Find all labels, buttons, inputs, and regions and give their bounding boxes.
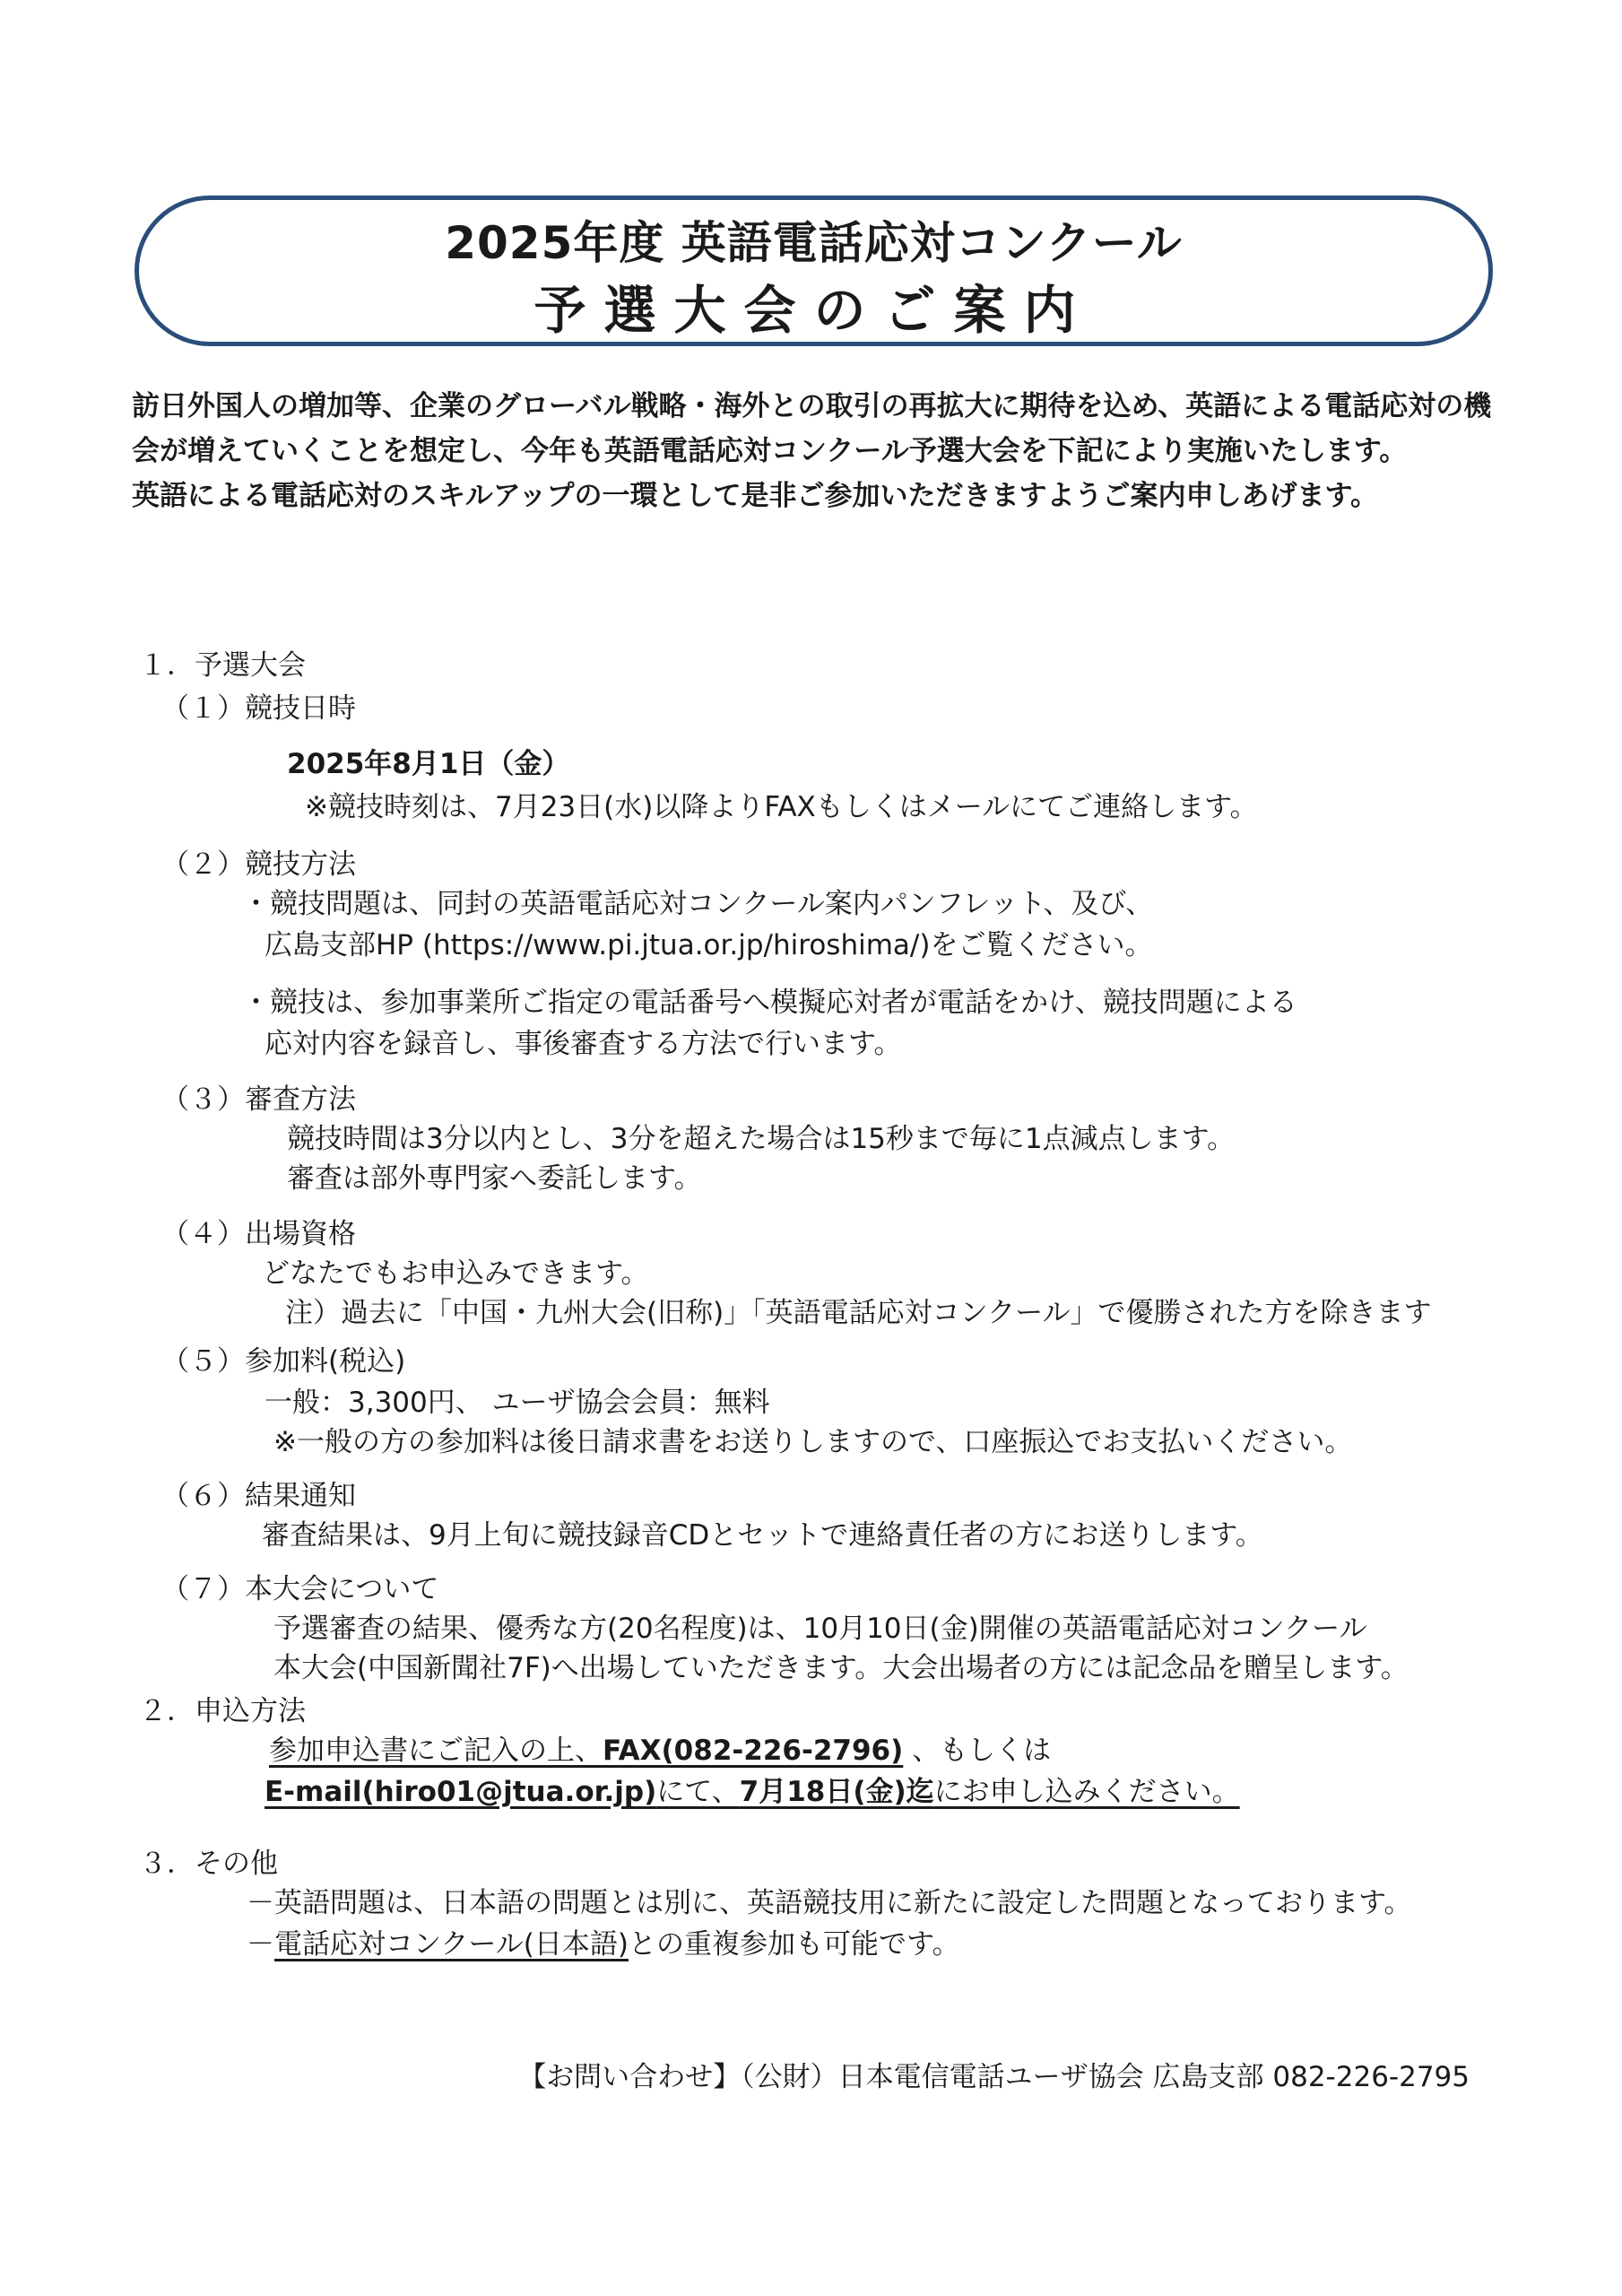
other-line2 [247,1926,959,1962]
s5-heading: （５）参加料(税込) [161,1345,406,1378]
s2-heading: （２）競技方法 [161,848,356,881]
application-line2 [265,1774,1240,1810]
s7-line2: 本大会(中国新聞社7F)へ出場していただきます。大会出場者の方には記念品を贈呈します。 [273,1652,1409,1684]
section1-heading: １．予選大会 [139,649,306,682]
title-year-line: 2025年度 英語電話応対コンクール [445,217,1183,269]
s7-line1: 予選審査の結果、優秀な方(20名程度)は、10月10日(金)開催の英語電話応対コンクール [273,1613,1367,1645]
title-main-line: 予選大会のご案内 [533,280,1094,341]
s7-heading: （７）本大会について [161,1573,439,1605]
s6-line1: 審査結果は、9月上旬に競技録音CDとセットで連絡責任者の方にお送りします。 [262,1519,1263,1552]
competition-time-note: ※競技時刻は、7月23日(水)以降よりFAXもしくはメールにてご連絡します。 [305,791,1258,823]
other-line2-rest: との重複参加も可能です。 [628,1928,960,1961]
application-text-b: 、もしくは [903,1735,1052,1767]
s5-line1: 一般：3,300円、 ユーザ協会会員：無料 [265,1387,770,1419]
s2-bullet2-line1: ・競技は、参加事業所ご指定の電話番号へ模擬応対者が電話をかけ、競技問題による [242,987,1297,1019]
japanese-contest-name: 電話応対コンクール(日本語) [274,1928,629,1961]
application-text-d: にお申し込みください。 [933,1776,1240,1808]
s1-heading: （１）競技日時 [161,692,356,725]
intro-text-2: 英語による電話応対のスキルアップの一環として是非ご参加いただきますようご案内申しあげます。 [132,480,1379,512]
s4-line2: 注）過去に「中国・九州大会(旧称)」「英語電話応対コンクール」で優勝された方を除きます [285,1297,1432,1329]
contact-footer: 【お問い合わせ】（公財）日本電信電話ユーザ協会 広島支部 082-226-2795 [518,2061,1470,2093]
s4-heading: （４）出場資格 [161,1218,356,1250]
deadline: 7月18日(金)迄 [739,1776,934,1808]
competition-date: 2025年8月1日（金） [287,748,570,780]
other-dash: － [247,1928,274,1961]
title-box [134,196,1493,346]
s2-bullet1-line2: 広島支部HP (https://www.pi.jtua.or.jp/hiroshima/)をご覧ください。 [265,929,1153,961]
intro-text-1: 訪日外国人の増加等、企業のグローバル戦略・海外との取引の再拡大に期待を込め、英語による電話応対の機会が増えていくことを想定し、今年も英語電話応対コンクール予選大会を下記により実施いたします。 [132,390,1492,467]
section3-heading: ３．その他 [139,1848,278,1880]
s4-line1: どなたでもお申込みできます。 [262,1257,649,1290]
application-line1 [269,1733,1051,1769]
fax-number: FAX(082-226-2796) [603,1735,904,1767]
s3-line1: 競技時間は3分以内とし、3分を超えた場合は15秒まで毎に1点減点します。 [287,1123,1236,1155]
application-text-a: 参加申込書にご記入の上、 [269,1735,603,1767]
s2-bullet2-line2: 応対内容を録音し、事後審査する方法で行います。 [265,1028,902,1060]
email-address: E-mail(hiro01@jtua.or.jp) [265,1776,657,1808]
s3-heading: （３）審査方法 [161,1083,356,1116]
s5-line2: ※一般の方の参加料は後日請求書をお送りしますので、口座振込でお支払いください。 [273,1426,1353,1458]
s3-line2: 審査は部外専門家へ委託します。 [287,1162,702,1195]
other-line1: －英語問題は、日本語の問題とは別に、英語競技用に新たに設定した問題となっております。 [247,1887,1412,1919]
s2-bullet1-line1: ・競技問題は、同封の英語電話応対コンクール案内パンフレット、及び、 [242,888,1154,920]
intro-paragraph [132,384,1504,518]
s6-heading: （６）結果通知 [161,1480,356,1512]
application-text-c: にて、 [656,1776,740,1808]
section2-heading: ２．申込方法 [139,1695,306,1727]
